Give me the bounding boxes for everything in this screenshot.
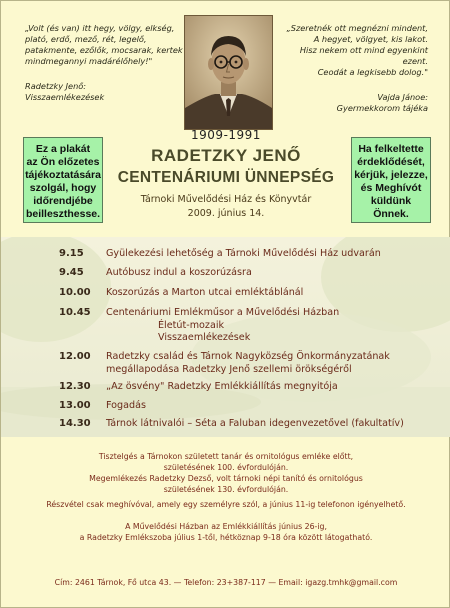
title-event: CENTENÁRIUMI ÜNNEPSÉG [117, 169, 335, 186]
box-right-line: kérjük, jelezze, [354, 169, 428, 181]
quote-right-source: Gyermekkorom tájéka [336, 103, 428, 113]
box-right-line: és Meghívót [360, 182, 422, 194]
program-time: 14.30 [59, 418, 91, 429]
box-left-line: Ez a plakát [35, 143, 91, 155]
tribute-line: születésének 100. évfordulóján. [163, 463, 289, 472]
box-right-line: Ha felkeltette [358, 143, 424, 155]
venue: Tárnoki Művelődési Ház és Könyvtár [140, 194, 312, 205]
program-desc-cont: megállapodása Radetzky Jenő szellemi örökségéről [106, 363, 352, 375]
tribute-line: Tisztelgés a Tárnokon született tanár és ornitológus emléke előtt, [98, 452, 354, 461]
program-desc: Gyülekezési lehetőség a Tárnoki Művelődési Ház udvarán [106, 248, 381, 259]
quote-right-line: A hegyet, völgyet, kis lakot. [313, 34, 428, 44]
program-desc [106, 307, 426, 345]
title-name: RADETZKY JENŐ [151, 146, 301, 165]
quote-right-line: „Szeretnék ott megnézni mindent, [286, 23, 428, 33]
box-left-line: időrendjébe [33, 195, 93, 207]
quote-left-line: plató, erdő, mező, rét, legelő, [25, 34, 147, 44]
program-section [1, 237, 450, 437]
exhibition-line: A Művelődési Házban az Emlékkiállítás június 26-ig, [125, 522, 327, 531]
program-desc-main: Radetzky család és Tárnok Nagyközség Önkormányzatának [106, 351, 390, 362]
box-left-line: az Ön előzetes [26, 156, 100, 168]
box-left-line: szolgál, hogy [29, 182, 97, 194]
quote-right-line: Hisz nekem ott mind egyenkint ezent. [299, 45, 428, 66]
box-right-line: érdeklődését, [357, 156, 425, 168]
program-time: 12.00 [59, 351, 91, 362]
exhibition-line: a Radetzky Emlékszoba július 1-től, hétköznap 9-18 óra között látogatható. [79, 533, 373, 542]
program-time: 9.45 [59, 267, 84, 278]
program-desc: Fogadás [106, 400, 146, 411]
program-desc-main: Centenáriumi Emlékműsor a Művelődési Házban [106, 307, 340, 318]
quote-left-source: Visszaemlékezések [25, 92, 105, 102]
quote-left-line: patakmente, ezőlők, mocsarak, kertek [25, 45, 183, 55]
event-date: 2009. június 14. [187, 208, 265, 219]
program-time: 9.15 [59, 248, 84, 259]
program-desc: „Az ösvény" Radetzky Emlékkiállítás megnyitója [106, 381, 338, 392]
program-time: 10.45 [59, 307, 91, 318]
program-desc: Tárnok látnivalói – Séta a Faluban idegenvezetővel (fakultatív) [106, 418, 404, 429]
quote-left-line: „Volt (és van) itt hegy, völgy, elkség, [25, 23, 175, 33]
program-desc [106, 351, 426, 376]
quote-right-line: Ceodát a legkisebb dolog." [317, 67, 428, 77]
program-time: 13.00 [59, 400, 91, 411]
info-box-left [23, 137, 103, 223]
tribute-line: születésének 130. évfordulóján. [163, 485, 289, 494]
program-desc-sub: Visszaemlékezések [158, 332, 251, 343]
tribute-line: Megemlékezés Radetzky Dezső, volt tárnoki népi tanító és ornitológus [89, 474, 363, 483]
contact-info: Cím: 2461 Tárnok, Fő utca 43. — Telefon: 23+387-117 — Email: igazg.tmhk@gmail.com [54, 578, 398, 587]
quote-left-author: Radetzky Jenő: [25, 81, 87, 91]
life-years: 1909-1991 [191, 128, 261, 142]
portrait-image [185, 16, 272, 129]
portrait-photo [184, 15, 273, 130]
participation-text [21, 499, 431, 510]
program-time: 10.00 [59, 287, 91, 298]
exhibition-text [21, 521, 431, 543]
box-left-line: beilleszthesse. [25, 208, 101, 220]
box-left-line: tájékoztatására [25, 169, 101, 181]
participation-line: Részvétel csak meghívóval, amely egy személyre szól, a június 11-ig telefonon igényelhető. [46, 500, 406, 509]
program-desc-sub: Életút-mozaik [158, 319, 225, 331]
quote-right-author: Vajda Jánoe: [377, 92, 428, 102]
program-desc: Koszorúzás a Marton utcai emléktáblánál [106, 287, 304, 298]
box-right-line: küldünk [370, 195, 412, 207]
quote-left-line: mindmegannyi madárélőhely!" [25, 56, 153, 66]
program-time: 12.30 [59, 381, 91, 392]
quote-left [25, 23, 185, 103]
box-right-line: Önnek. [373, 208, 409, 220]
info-box-right [351, 137, 431, 223]
quote-right [276, 23, 428, 114]
tribute-text [21, 451, 431, 495]
program-desc: Autóbusz indul a koszorúzásra [106, 267, 252, 278]
